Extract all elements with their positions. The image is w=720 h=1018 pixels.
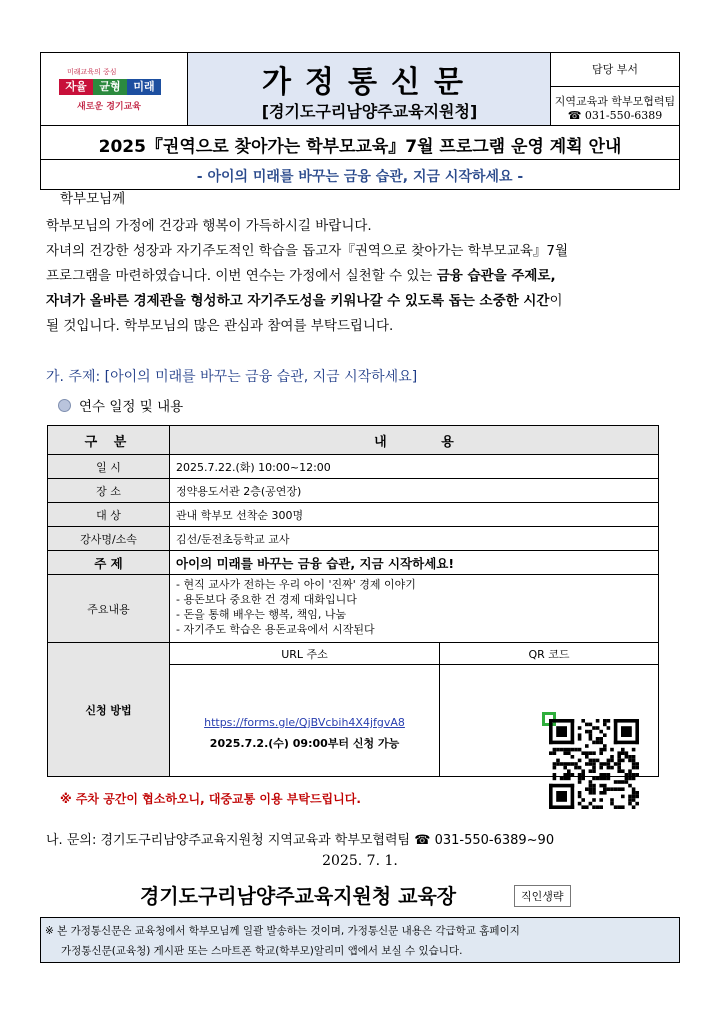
qr-module [610, 802, 614, 806]
qr-module [607, 777, 611, 781]
qr-module [581, 805, 585, 809]
qr-module [628, 784, 632, 788]
qr-module [632, 773, 636, 777]
qr-module [589, 733, 593, 737]
row-value-place: 정약용도서관 2층(공연장) [170, 479, 659, 503]
qr-module [578, 773, 582, 777]
qr-module [571, 748, 575, 752]
qr-module [628, 802, 632, 806]
qr-module [592, 798, 596, 802]
qr-module [621, 795, 625, 799]
qr-module [599, 805, 603, 809]
qr-module [592, 762, 596, 766]
qr-module [589, 762, 593, 766]
qr-module [585, 787, 589, 791]
qr-module [581, 798, 585, 802]
qr-module [549, 719, 553, 744]
body-paragraph-2b [46, 264, 676, 288]
qr-module [589, 737, 593, 741]
qr-module [632, 777, 636, 781]
apply-start: 2025.7.2.(수) 09:00부터 신청 가능 [209, 737, 400, 750]
qr-module [567, 777, 571, 781]
qr-module [628, 777, 632, 781]
qr-module [556, 759, 560, 763]
qr-module [589, 723, 593, 727]
qr-module [596, 737, 600, 741]
qr-module [589, 751, 593, 755]
qr-header: QR 코드 [440, 643, 659, 665]
qr-module [632, 791, 636, 795]
qr-module [621, 748, 625, 752]
qr-module [589, 791, 593, 795]
qr-module [567, 773, 571, 777]
footer-line-2: 가정통신문(교육청) 게시판 또는 스마트폰 학교(학부모)알리미 앱에서 보실 수 있습니다. [61, 945, 463, 957]
qr-module [635, 791, 639, 795]
qr-module [614, 719, 618, 744]
qr-module [603, 773, 607, 777]
qr-module [621, 751, 625, 755]
bullet-text: 연수 일정 및 내용 [79, 399, 184, 415]
qr-module [599, 798, 603, 802]
qr-module [589, 784, 593, 788]
content-item: - 현직 교사가 전하는 우리 아이 '진짜' 경제 이야기 [176, 578, 416, 591]
qr-module [592, 777, 596, 781]
logo-tagline: 미래교육의 중심 [67, 68, 117, 76]
qr-module [610, 787, 614, 791]
qr-module [614, 780, 618, 784]
row-label-target: 대 상 [48, 503, 170, 527]
qr-module [603, 784, 607, 788]
body-text: 이 [549, 293, 563, 309]
qr-module [599, 741, 603, 745]
qr-module [632, 787, 636, 791]
qr-module [632, 755, 636, 759]
qr-module [581, 773, 585, 777]
url-header: URL 주소 [170, 643, 440, 665]
qr-module [617, 766, 621, 770]
notice-subtitle: - 아이의 미래를 바꾸는 금융 습관, 지금 시작하세요 - [196, 169, 524, 185]
qr-module [599, 784, 603, 788]
row-label-lecturer: 강사명/소속 [48, 527, 170, 551]
row-label-apply: 신청 방법 [48, 643, 170, 777]
qr-module [574, 748, 578, 752]
qr-module [571, 784, 575, 809]
logo-word-3: 미래 [127, 79, 161, 95]
logo [41, 53, 188, 125]
qr-module [567, 769, 571, 773]
department-team: 지역교육과 학부모협력팀 [554, 95, 676, 108]
qr-module [563, 748, 567, 752]
qr-module [607, 787, 611, 791]
qr-module [610, 766, 614, 770]
qr-module [603, 723, 607, 727]
qr-module [610, 748, 614, 752]
qr-module [556, 762, 560, 766]
row-label-datetime: 일 시 [48, 455, 170, 479]
qr-module [635, 802, 639, 806]
body-paragraph-1: 학부모님의 가정에 건강과 행복이 가득하시길 바랍니다. [46, 218, 372, 234]
content-item: - 돈을 통해 배우는 행복, 책임, 나눔 [176, 608, 347, 621]
qr-module [628, 769, 632, 773]
qr-module [617, 755, 621, 759]
qr-module [567, 762, 571, 766]
qr-module [567, 751, 571, 755]
logo-slogan: 새로운 경기교육 [77, 102, 141, 112]
qr-module [603, 791, 607, 795]
section-a-heading: 가. 주제: [아이의 미래를 바꾸는 금융 습관, 지금 시작하세요] [46, 369, 418, 385]
qr-module [610, 759, 614, 763]
qr-module [553, 748, 557, 752]
qr-module [625, 773, 629, 777]
qr-module [632, 759, 636, 763]
qr-module [556, 726, 567, 737]
qr-module [571, 755, 575, 759]
qr-module [596, 741, 600, 745]
qr-module [571, 719, 575, 744]
qr-module [578, 780, 582, 784]
qr-module [610, 755, 614, 759]
qr-module [578, 737, 582, 741]
apply-link[interactable]: https://forms.gle/QjBVcbih4X4jfgvA8 [204, 716, 405, 729]
qr-module [635, 773, 639, 777]
qr-module [635, 766, 639, 770]
qr-module [592, 759, 596, 763]
qr-module [560, 777, 564, 781]
qr-module [578, 733, 582, 737]
qr-module [603, 777, 607, 781]
qr-module [549, 784, 553, 809]
qr-module [553, 766, 557, 770]
qr-module [596, 759, 600, 763]
table-header-category: 구 분 [48, 426, 170, 455]
qr-module [617, 762, 621, 766]
qr-module [632, 798, 636, 802]
qr-module [596, 726, 600, 730]
qr-module [610, 798, 614, 802]
circle-bullet-icon [58, 399, 71, 412]
qr-module [617, 805, 621, 809]
qr-module [549, 741, 574, 745]
content-item: - 자기주도 학습은 용돈교육에서 시작된다 [176, 623, 375, 636]
qr-module [617, 780, 621, 784]
qr-module [571, 762, 575, 766]
qr-code-icon[interactable] [542, 712, 556, 726]
qr-module [556, 791, 567, 802]
qr-module [581, 777, 585, 781]
qr-module [578, 795, 582, 799]
url-cell [170, 665, 440, 777]
qr-module [553, 773, 557, 777]
qr-module [596, 719, 600, 723]
qr-module [628, 795, 632, 799]
qr-module [592, 766, 596, 770]
qr-module [592, 741, 596, 745]
qr-module [599, 751, 603, 755]
row-label-place: 장 소 [48, 479, 170, 503]
qr-module [553, 777, 557, 781]
qr-module [621, 759, 625, 763]
qr-module [549, 751, 553, 755]
department-label: 담당 부서 [551, 53, 679, 87]
qr-module [560, 762, 564, 766]
qr-module [614, 741, 639, 745]
qr-module [621, 805, 625, 809]
department-phone: ☎ 031-550-6389 [567, 109, 663, 122]
qr-module [599, 777, 603, 781]
qr-module [614, 787, 618, 791]
issue-date: 2025. 7. 1. [322, 853, 398, 869]
qr-module [585, 730, 589, 734]
qr-module [596, 777, 600, 781]
qr-module [589, 759, 593, 763]
qr-module [607, 719, 611, 723]
qr-module [578, 766, 582, 770]
qr-module [578, 759, 582, 763]
document-title: 가정통신문 [262, 65, 477, 100]
qr-module [589, 769, 593, 773]
body-text: 프로그램을 마련하였습니다. 이번 연수는 가정에서 실천할 수 있는 [46, 268, 437, 284]
qr-module [603, 744, 607, 748]
row-value-target: 관내 학부모 선착순 300명 [170, 503, 659, 527]
footer-line-1: ※ 본 가정통신문은 교육청에서 학부모님께 일괄 발송하는 것이며, 가정통신문 내용은 각급학교 홈페이지 [45, 925, 520, 937]
qr-module [603, 719, 607, 723]
qr-module [553, 762, 557, 766]
qr-module [625, 751, 629, 755]
qr-module [628, 755, 632, 759]
qr-module [581, 751, 585, 755]
inquiry-line: 나. 문의: 경기도구리남양주교육지원청 지역교육과 학부모협력팀 ☎ 031-550-6389~90 [46, 833, 555, 848]
qr-module [585, 744, 589, 748]
qr-module [592, 805, 596, 809]
issuer-name: [경기도구리남양주교육지원청] [261, 102, 478, 121]
qr-module [567, 748, 571, 752]
qr-module [632, 762, 636, 766]
qr-module [578, 777, 582, 781]
qr-module [632, 805, 636, 809]
qr-module [603, 733, 607, 737]
qr-module [599, 773, 603, 777]
qr-module [585, 755, 589, 759]
qr-module [607, 762, 611, 766]
qr-module [603, 787, 607, 791]
qr-module [585, 723, 589, 727]
row-value-lecturer: 김선/둔전초등학교 교사 [170, 527, 659, 551]
qr-module [599, 766, 603, 770]
header-block [40, 52, 680, 126]
qr-module [632, 795, 636, 799]
qr-module [549, 805, 574, 809]
qr-module [635, 719, 639, 744]
qr-module [563, 777, 567, 781]
qr-module [625, 777, 629, 781]
qr-module [632, 748, 636, 752]
qr-module [578, 748, 582, 752]
body-paragraph-2d: 될 것입니다. 학부모님의 많은 관심과 참여를 부탁드립니다. [46, 318, 394, 334]
section-a-bullet [58, 395, 183, 415]
qr-module [621, 769, 625, 773]
qr-module [625, 755, 629, 759]
title-cell [188, 53, 551, 125]
qr-module [563, 762, 567, 766]
parking-note: ※ 주차 공간이 협소하오니, 대중교통 이용 부탁드립니다. [60, 792, 361, 806]
qr-module [617, 787, 621, 791]
qr-module [589, 730, 593, 734]
qr-module [625, 780, 629, 784]
qr-module [599, 737, 603, 741]
row-value-contents [170, 575, 659, 643]
department-cell [551, 53, 679, 125]
qr-module [621, 787, 625, 791]
qr-module [581, 769, 585, 773]
qr-module [614, 719, 639, 723]
body-paragraph-2c [46, 289, 676, 313]
qr-module [617, 759, 621, 763]
qr-module [607, 726, 611, 730]
greeting: 학부모님께 [60, 191, 126, 207]
qr-module [607, 759, 611, 763]
row-value-datetime: 2025.7.22.(화) 10:00~12:00 [170, 455, 659, 479]
qr-module [592, 784, 596, 788]
qr-module [589, 802, 593, 806]
qr-cell [440, 665, 659, 777]
qr-module [599, 791, 603, 795]
qr-module [589, 780, 593, 784]
qr-module [603, 748, 607, 752]
qr-module [549, 719, 574, 723]
qr-module [592, 791, 596, 795]
qr-module [574, 766, 578, 770]
qr-module [563, 773, 567, 777]
qr-module [614, 805, 618, 809]
qr-module [563, 766, 567, 770]
footer-note [40, 917, 680, 963]
table-header-content: 내 용 [170, 426, 659, 455]
notice-title: 2025『권역으로 찾아가는 학부모교육』7월 프로그램 운영 계획 안내 [98, 137, 622, 157]
notice-subtitle-band [40, 160, 680, 190]
qr-module [578, 802, 582, 806]
qr-module [628, 773, 632, 777]
body-bold-text: 자녀가 올바른 경제관을 형성하고 자기주도성을 키워나갈 수 있도록 돕는 소중한 시간 [46, 293, 550, 309]
qr-module [585, 762, 589, 766]
qr-module [621, 780, 625, 784]
schedule-table [47, 425, 659, 777]
qr-module [560, 748, 564, 752]
row-label-topic: 주 제 [48, 551, 170, 575]
logo-word-1: 자율 [59, 79, 93, 95]
qr-module [599, 748, 603, 752]
stamp-omitted: 직인생략 [514, 885, 571, 907]
qr-module [621, 726, 632, 737]
notice-title-band [40, 126, 680, 160]
qr-module [628, 759, 632, 763]
logo-word-2: 균형 [93, 79, 127, 95]
qr-module [617, 751, 621, 755]
qr-module [585, 751, 589, 755]
qr-module [592, 787, 596, 791]
qr-code-graphic [549, 719, 639, 809]
qr-module [607, 766, 611, 770]
body-paragraph-2a: 자녀의 건강한 성장과 자기주도적인 학습을 돕고자『권역으로 찾아가는 학부모교육』7월 [46, 243, 569, 259]
qr-module [599, 730, 603, 734]
qr-module [617, 769, 621, 773]
content-item: - 용돈보다 중요한 건 경제 대화입니다 [176, 593, 357, 606]
qr-module [592, 726, 596, 730]
qr-module [585, 805, 589, 809]
qr-module [635, 795, 639, 799]
qr-module [628, 798, 632, 802]
qr-module [607, 773, 611, 777]
qr-module [603, 762, 607, 766]
row-label-contents: 주요내용 [48, 575, 170, 643]
row-value-topic: 아이의 미래를 바꾸는 금융 습관, 지금 시작하세요! [170, 551, 659, 575]
body-bold-text: 금융 습관을 주제로, [436, 268, 556, 284]
qr-module [599, 762, 603, 766]
qr-module [556, 748, 560, 752]
qr-module [581, 719, 585, 723]
qr-module [592, 769, 596, 773]
qr-module [578, 726, 582, 730]
qr-module [574, 762, 578, 766]
qr-module [614, 762, 618, 766]
qr-module [632, 766, 636, 770]
qr-module [635, 762, 639, 766]
qr-module [596, 805, 600, 809]
qr-module [571, 773, 575, 777]
qr-module [578, 791, 582, 795]
signature: 경기도구리남양주교육지원청 교육장 [140, 884, 457, 908]
qr-module [563, 751, 567, 755]
qr-module [589, 787, 593, 791]
qr-module [549, 784, 574, 788]
qr-module [592, 751, 596, 755]
qr-module [553, 751, 557, 755]
